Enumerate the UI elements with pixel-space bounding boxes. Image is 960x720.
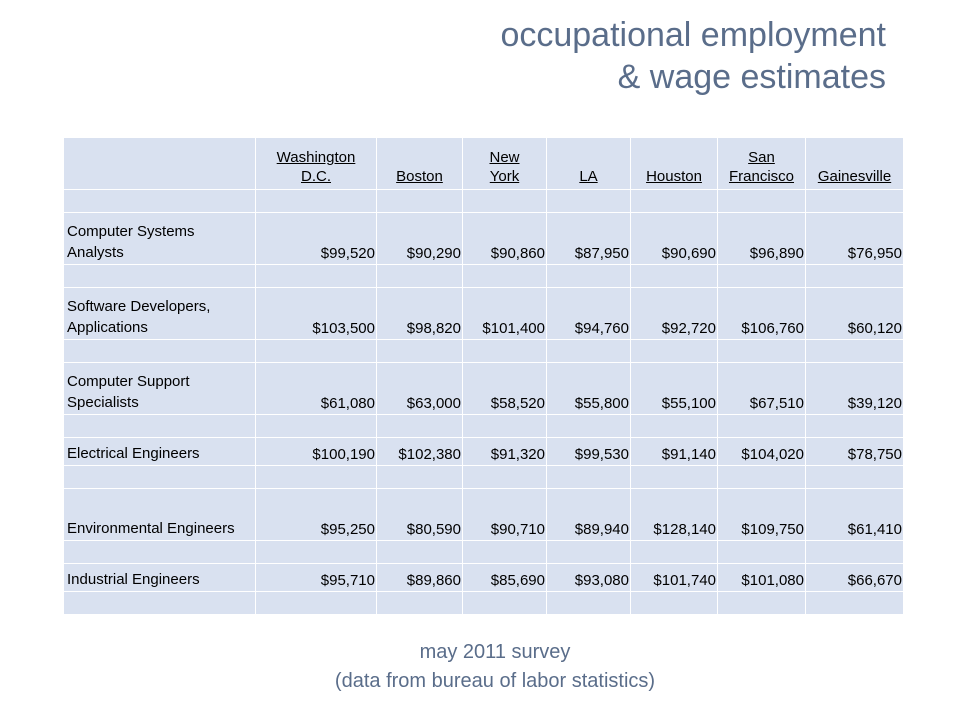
column-header: [631, 138, 718, 190]
wage-cell: $66,670: [806, 564, 904, 592]
header-corner: [64, 138, 256, 190]
column-header-label: Houston: [646, 168, 702, 185]
wage-cell: $106,760: [718, 288, 806, 340]
column-header: [256, 138, 377, 190]
occupation-cell: Electrical Engineers: [64, 438, 256, 466]
wage-cell: $93,080: [547, 564, 631, 592]
occupation-cell: Software Developers, Applications: [64, 288, 256, 340]
wage-cell: $101,080: [718, 564, 806, 592]
wage-cell: $89,940: [547, 489, 631, 541]
wage-cell: $104,020: [718, 438, 806, 466]
occupation-cell: Computer Systems Analysts: [64, 213, 256, 265]
occupation-cell: Computer Support Specialists: [64, 363, 256, 415]
table-row: [64, 438, 904, 466]
slide-footer: [0, 638, 960, 696]
wage-table: [63, 137, 904, 615]
occupation-cell: Environmental Engineers: [64, 489, 256, 541]
wage-cell: $90,860: [463, 213, 547, 265]
table-row: [64, 564, 904, 592]
header-row: [64, 138, 904, 190]
table-row: [64, 213, 904, 265]
wage-cell: $90,710: [463, 489, 547, 541]
wage-cell: $61,080: [256, 363, 377, 415]
wage-cell: $109,750: [718, 489, 806, 541]
column-header-label: Boston: [396, 168, 443, 185]
wage-cell: $90,690: [631, 213, 718, 265]
wage-cell: $67,510: [718, 363, 806, 415]
wage-cell: $91,320: [463, 438, 547, 466]
footer-line2: (data from bureau of labor statistics): [334, 670, 656, 692]
column-header: [377, 138, 463, 190]
wage-cell: $90,290: [377, 213, 463, 265]
wage-cell: $58,520: [463, 363, 547, 415]
spacer-row: [64, 466, 904, 489]
wage-cell: $80,590: [377, 489, 463, 541]
slide-title-line2: & wage estimates: [617, 58, 886, 96]
wage-cell: $98,820: [377, 288, 463, 340]
wage-cell: $95,710: [256, 564, 377, 592]
wage-cell: $39,120: [806, 363, 904, 415]
column-header: [806, 138, 904, 190]
wage-cell: $89,860: [377, 564, 463, 592]
wage-cell: $102,380: [377, 438, 463, 466]
column-header-label: New York: [489, 149, 520, 185]
wage-cell: $55,100: [631, 363, 718, 415]
wage-cell: $60,120: [806, 288, 904, 340]
wage-cell: $96,890: [718, 213, 806, 265]
footer-line1: may 2011 survey: [419, 641, 571, 663]
wage-cell: $85,690: [463, 564, 547, 592]
wage-cell: $76,950: [806, 213, 904, 265]
wage-cell: $91,140: [631, 438, 718, 466]
wage-cell: $101,740: [631, 564, 718, 592]
wage-cell: $94,760: [547, 288, 631, 340]
table-row: [64, 489, 904, 541]
slide-title: [500, 14, 886, 98]
column-header: [547, 138, 631, 190]
spacer-row: [64, 541, 904, 564]
wage-cell: $101,400: [463, 288, 547, 340]
column-header: [718, 138, 806, 190]
column-header: [463, 138, 547, 190]
wage-cell: $55,800: [547, 363, 631, 415]
spacer-row: [64, 265, 904, 288]
wage-cell: $87,950: [547, 213, 631, 265]
wage-cell: $61,410: [806, 489, 904, 541]
table-row: [64, 288, 904, 340]
slide-title-line1: occupational employment: [500, 16, 886, 54]
spacer-row: [64, 415, 904, 438]
column-header-label: Gainesville: [817, 168, 892, 185]
wage-cell: $103,500: [256, 288, 377, 340]
table-row: [64, 363, 904, 415]
column-header-label: Washington D.C.: [276, 149, 356, 185]
column-header-label: San Francisco: [728, 149, 795, 185]
wage-cell: $92,720: [631, 288, 718, 340]
spacer-row: [64, 190, 904, 213]
column-header-label: LA: [579, 168, 598, 185]
wage-cell: $63,000: [377, 363, 463, 415]
occupation-cell: Industrial Engineers: [64, 564, 256, 592]
spacer-row: [64, 592, 904, 615]
wage-cell: $99,530: [547, 438, 631, 466]
wage-cell: $128,140: [631, 489, 718, 541]
spacer-row: [64, 340, 904, 363]
wage-cell: $95,250: [256, 489, 377, 541]
wage-cell: $99,520: [256, 213, 377, 265]
wage-cell: $78,750: [806, 438, 904, 466]
wage-cell: $100,190: [256, 438, 377, 466]
